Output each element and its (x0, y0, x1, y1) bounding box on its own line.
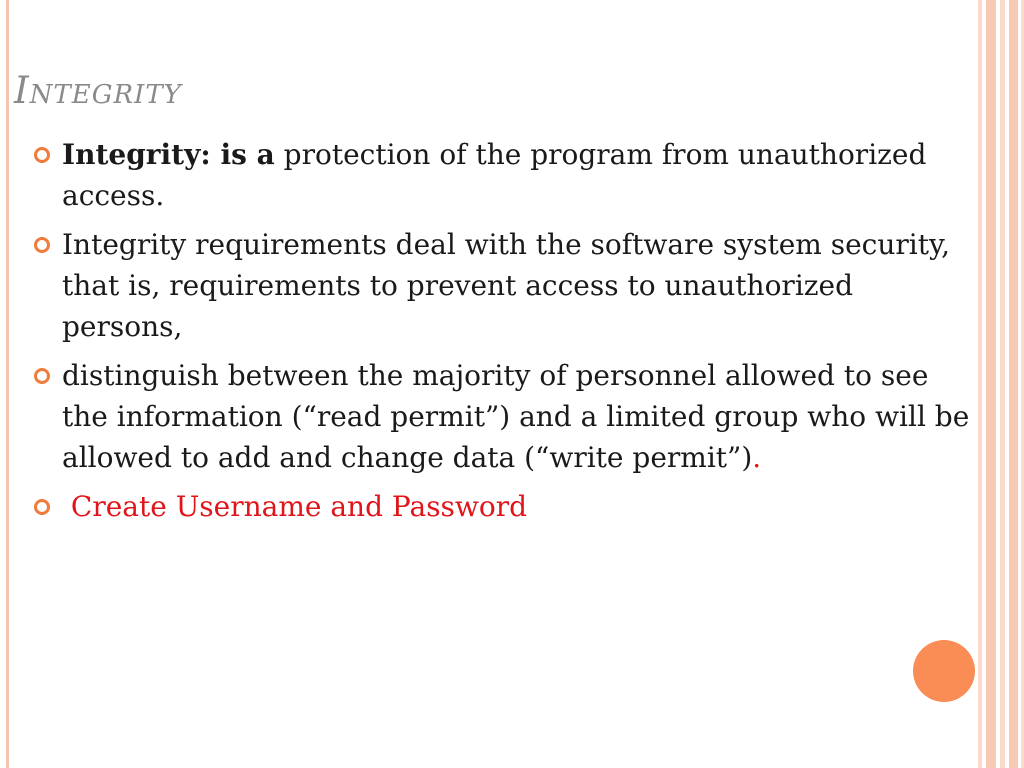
bullet-item (30, 486, 970, 527)
orange-circle (913, 640, 975, 702)
right-border-stripes (978, 0, 1024, 768)
bullet-item (30, 224, 970, 347)
slide-title (14, 69, 182, 112)
stripe (978, 0, 982, 768)
left-border-line (6, 0, 9, 768)
bullet-bold-text: Integrity: is a (62, 138, 275, 171)
bullet-red-period: . (752, 441, 762, 474)
bullet-text: Integrity requirements deal with the software system security, that is, requirements to prevent access to unauthorized persons, (62, 228, 950, 343)
bullet-text: distinguish between the majority of personnel allowed to see the information (“read permit”) and a limited group who will be allowed to add and change data (“write permit”) (62, 359, 970, 474)
bullet-red-text: Create Username and Password (62, 490, 528, 523)
stripe (986, 0, 996, 768)
bullet-circle-icon (34, 147, 50, 163)
bullet-circle-icon (34, 368, 50, 384)
bullet-circle-icon (34, 499, 50, 515)
bullet-circle-icon (34, 237, 50, 253)
bullet-list (30, 134, 970, 535)
title-first-letter: I (14, 69, 30, 112)
bullet-text: protection of the program from unauthorized access. (62, 138, 927, 212)
bullet-item (30, 134, 970, 216)
bullet-item (30, 355, 970, 478)
title-rest: NTEGRITY (29, 80, 182, 110)
stripe (1000, 0, 1005, 768)
stripe (1009, 0, 1018, 768)
